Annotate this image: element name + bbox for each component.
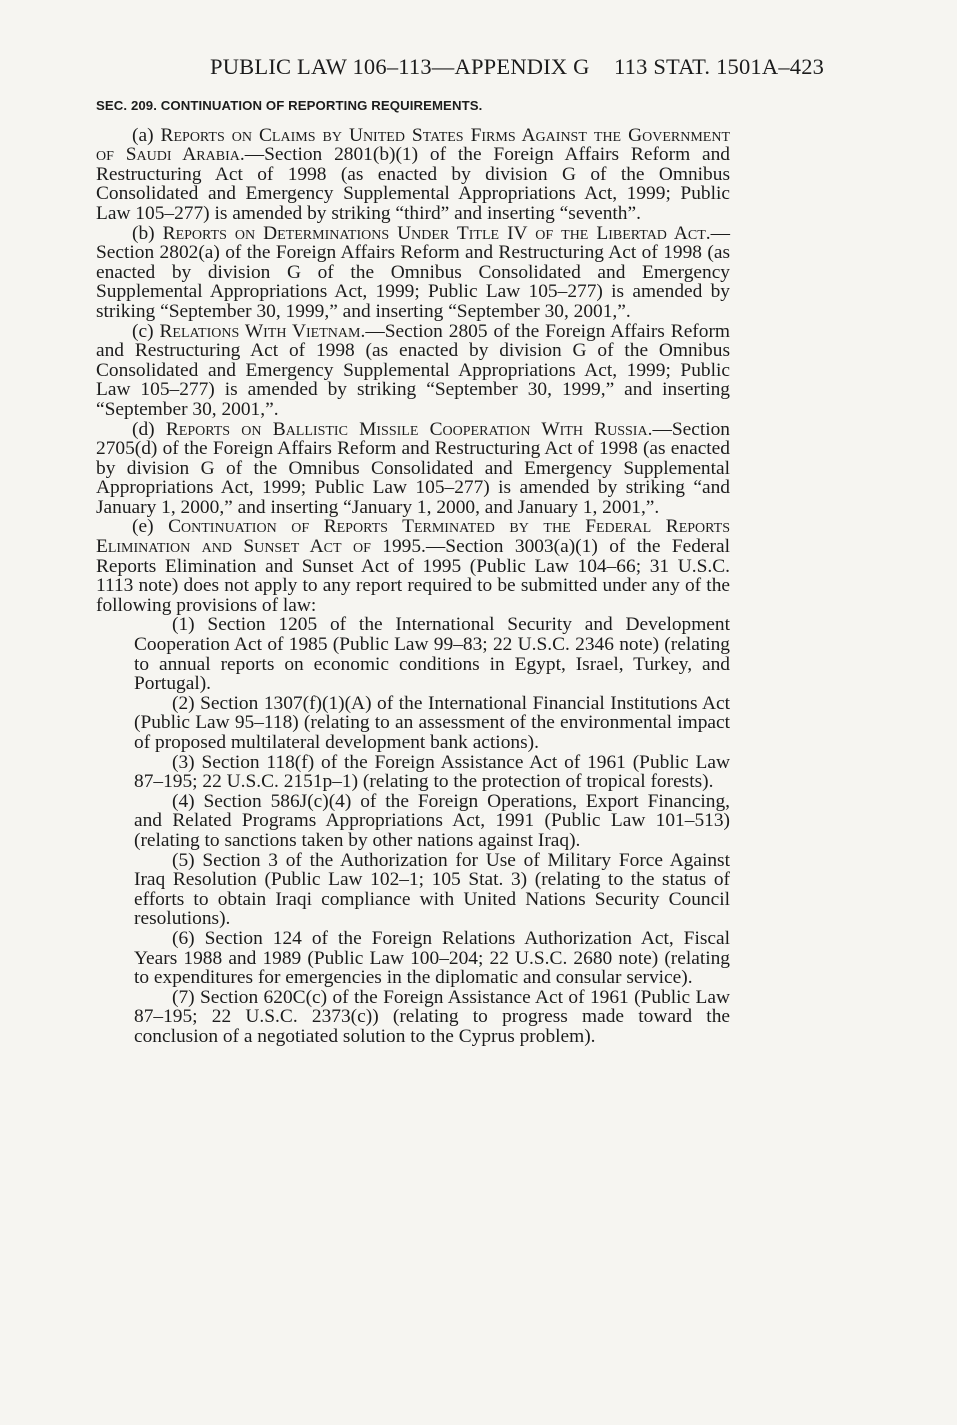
subsection-b: (b) Reports on Determinations Under Title IV of the Libertad Act.—Section 2802(a) of the Foreign Affairs Reform and Restructuring Act of 1998 (as enacted by division G of the Omnibus Consolidated and Emergency Supplemental Appropriations Act, 1999; Public Law 105–277) is amended by striking “September 30, 1999,” and inserting “September 30, 2001,”. <box>96 222 730 322</box>
provision-item: (2) Section 1307(f)(1)(A) of the International Financial Institutions Act (Public Law 95–118) (relating to an assessment of the environmental impact of proposed multilateral development bank actions). <box>134 692 730 753</box>
statute-citation: 113 STAT. 1501A–423 <box>614 54 825 79</box>
subsection-caption: Relations With Vietnam. <box>159 320 366 342</box>
subsection-caption: Reports on Ballistic Missile Cooperation With Russia. <box>165 418 653 440</box>
subsection-caption: Reports on Claims by United States Firms Against the Government of Saudi Arabia. <box>96 124 730 166</box>
provision-item: (6) Section 124 of the Foreign Relations Authorization Act, Fiscal Years 1988 and 1989 (Public Law 100–204; 22 U.S.C. 2680 note) (relating to expenditures for emergencies in the diplomatic and consular service). <box>134 927 730 989</box>
running-head-title: PUBLIC LAW 106–113—APPENDIX G <box>210 54 590 79</box>
section-heading: SEC. 209. CONTINUATION OF REPORTING REQUIREMENTS. <box>96 98 483 113</box>
provision-item: (4) Section 586J(c)(4) of the Foreign Operations, Export Financing, and Related Programs Appropriations Act, 1991 (Public Law 101–513) (relating to sanctions taken by other nations against Iraq). <box>134 790 730 851</box>
provision-item: (7) Section 620C(c) of the Foreign Assistance Act of 1961 (Public Law 87–195; 22 U.S.C. 2373(c)) (relating to progress made toward the conclusion of a negotiated solution to the Cyprus problem). <box>134 986 730 1047</box>
provision-item: (3) Section 118(f) of the Foreign Assistance Act of 1961 (Public Law 87–195; 22 U.S.C. 2151p–1) (relating to the protection of tropical forests). <box>134 751 730 793</box>
provision-item: (1) Section 1205 of the International Security and Development Cooperation Act of 1985 (Public Law 99–83; 22 U.S.C. 2346 note) (relating to annual reports on economic conditions in Egypt, Israel, Turkey, and Portugal). <box>134 614 730 695</box>
running-head <box>210 54 870 80</box>
subsection-a: (a) Reports on Claims by United States Firms Against the Government of Saudi Arabia.—Section 2801(b)(1) of the Foreign Affairs Reform and Restructuring Act of 1998 (as enacted by division G of the Omnibus Consolidated and Emergency Supplemental Appropriations Act, 1999; Public Law 105–277) is amended by striking “third” and inserting “seventh”. <box>96 124 730 224</box>
provision-item: (5) Section 3 of the Authorization for Use of Military Force Against Iraq Resolution (Public Law 102–1; 105 Stat. 3) (relating to the status of efforts to obtain Iraqi compliance with United Nations Security Council resolutions). <box>134 849 730 930</box>
document-body <box>96 96 730 1047</box>
subsection-d: (d) Reports on Ballistic Missile Cooperation With Russia.—Section 2705(d) of the Foreign Affairs Reform and Restructuring Act of 1998 (as enacted by division G of the Omnibus Consolidated and Emergency Supplemental Appropriations Act, 1999; Public Law 105–277) is amended by striking “and January 1, 2000,” and inserting “January 1, 2000, and January 1, 2001,”. <box>96 418 730 518</box>
subsection-caption: Continuation of Reports Terminated by the Federal Reports Elimination and Sunset Act of 1995. <box>96 516 730 558</box>
subsection-e: (e) Continuation of Reports Terminated by the Federal Reports Elimination and Sunset Act of 1995.—Section 3003(a)(1) of the Federal Reports Elimination and Sunset Act of 1995 (Public Law 104–66; 31 U.S.C. 1113 note) does not apply to any report required to be submitted under any of the following provisions of law: <box>96 516 730 616</box>
subsection-c: (c) Relations With Vietnam.—Section 2805 of the Foreign Affairs Reform and Restructuring Act of 1998 (as enacted by division G of the Omnibus Consolidated and Emergency Supplemental Appropriations Act, 1999; Public Law 105–277) is amended by striking “September 30, 1999,” and inserting “September 30, 2001,”. <box>96 320 730 420</box>
subsection-caption: Reports on Determinations Under Title IV of the Libertad Act. <box>162 222 711 244</box>
